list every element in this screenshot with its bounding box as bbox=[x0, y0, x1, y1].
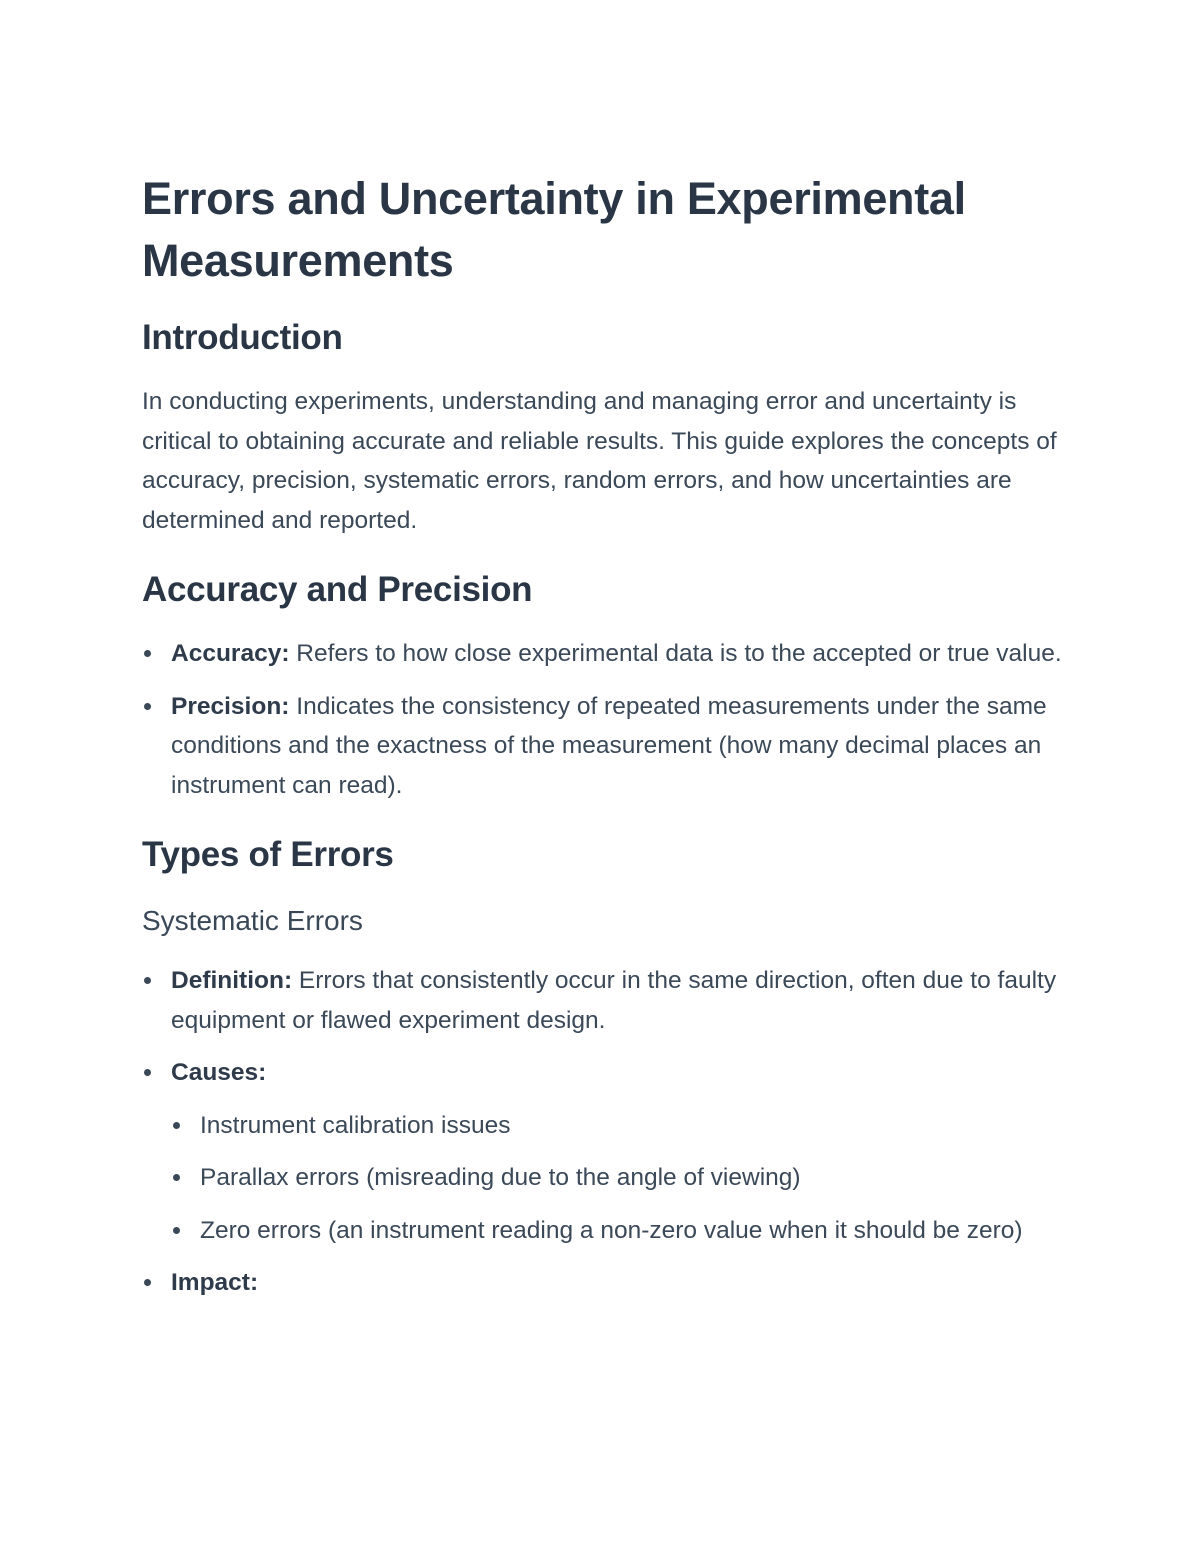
list-item-precision bbox=[142, 687, 1072, 806]
list-item-impact bbox=[142, 1263, 1072, 1303]
heading-systematic-errors: Systematic Errors bbox=[142, 905, 363, 936]
definition-text: Errors that consistently occur in the same direction, often due to faulty equipment or flawed experiment design. bbox=[171, 967, 1057, 1034]
term-definition: Definition: bbox=[171, 967, 293, 994]
heading-types-of-errors: Types of Errors bbox=[142, 835, 394, 874]
list-item-cause: Instrument calibration issues bbox=[142, 1106, 1072, 1146]
document-page bbox=[142, 168, 1072, 1316]
systematic-errors-list bbox=[142, 961, 1072, 1303]
list-item-definition bbox=[142, 961, 1072, 1040]
document-title: Errors and Uncertainty in Experimental Measurements bbox=[142, 173, 966, 286]
list-item-causes bbox=[142, 1053, 1072, 1093]
heading-accuracy-and-precision: Accuracy and Precision bbox=[142, 570, 533, 609]
term-causes: Causes: bbox=[171, 1059, 267, 1086]
list-item-cause: Parallax errors (misreading due to the angle of viewing) bbox=[142, 1158, 1072, 1198]
term-impact: Impact: bbox=[171, 1269, 259, 1296]
list-item-cause: Zero errors (an instrument reading a non-zero value when it should be zero) bbox=[142, 1211, 1072, 1251]
term-precision: Precision: bbox=[171, 692, 290, 720]
introduction-paragraph: In conducting experiments, understanding and managing error and uncertainty is critical to obtaining accurate and reliable results. This guide explores the concepts of accuracy, precision, systematic errors, random errors, and how uncertainties are determined and reported. bbox=[142, 388, 1057, 534]
accuracy-precision-list bbox=[142, 634, 1072, 805]
term-accuracy: Accuracy: bbox=[171, 640, 290, 667]
definition-accuracy: Refers to how close experimental data is to the accepted or true value. bbox=[289, 640, 1062, 667]
list-item-accuracy bbox=[142, 634, 1072, 674]
definition-precision: Indicates the consistency of repeated measurements under the same conditions and the exactness of the measurement (how many decimal places an instrument can read). bbox=[171, 692, 1047, 799]
heading-introduction: Introduction bbox=[142, 318, 343, 357]
